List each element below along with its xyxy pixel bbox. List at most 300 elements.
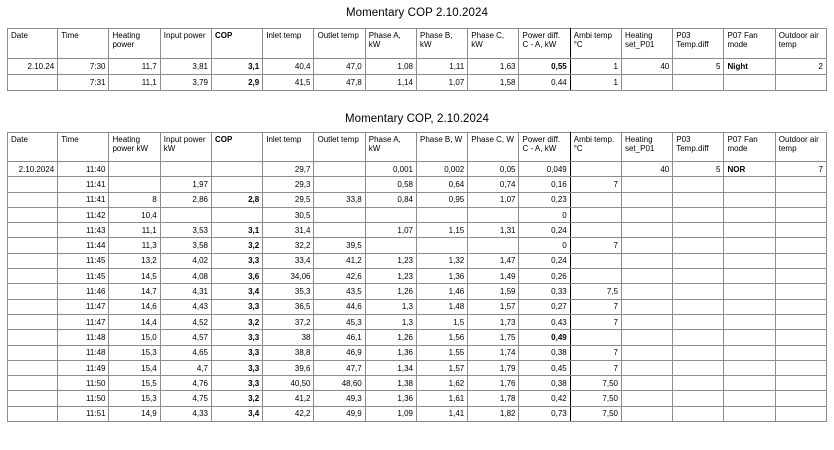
cell-ambi-temp: 1 xyxy=(570,59,621,75)
cell-outlet-temp: 46,1 xyxy=(314,330,365,345)
cell-heating-power: 11,3 xyxy=(109,238,160,253)
cell-phase-c: 1,59 xyxy=(468,284,519,299)
table2-title: Momentary COP, 2.10.2024 xyxy=(344,113,490,125)
table-row xyxy=(8,253,827,268)
cell-temp-diff: 5 xyxy=(673,162,724,177)
header-phase-a: Phase A, kW xyxy=(365,29,416,59)
cell-inlet-temp: 33,4 xyxy=(263,253,314,268)
cell-phase-c: 1,58 xyxy=(468,75,519,91)
cell-time: 11:41 xyxy=(58,192,109,207)
cell-heating-set xyxy=(621,253,672,268)
cell-power-diff: 0,42 xyxy=(519,391,570,406)
header-power-diff: Power diff. C - A, kW xyxy=(519,133,570,162)
cell-outlet-temp: 46,9 xyxy=(314,345,365,360)
cell-heating-power: 15,0 xyxy=(109,330,160,345)
table-row xyxy=(8,345,827,360)
cell-time: 11:40 xyxy=(58,162,109,177)
cell-cop: 3,3 xyxy=(211,253,262,268)
cell-temp-diff xyxy=(673,284,724,299)
cell-phase-b: 0,64 xyxy=(416,177,467,192)
cell-ambi-temp: 7 xyxy=(570,314,621,329)
table-row xyxy=(8,376,827,391)
cell-time: 11:41 xyxy=(58,177,109,192)
cell-heating-power: 8 xyxy=(109,192,160,207)
cell-phase-c: 1,73 xyxy=(468,314,519,329)
header-cop: COP xyxy=(211,133,262,162)
cell-time: 11:45 xyxy=(58,253,109,268)
header-time: Time xyxy=(58,29,109,59)
cell-cop xyxy=(211,177,262,192)
cell-outdoor-air-temp xyxy=(775,269,826,284)
cell-temp-diff xyxy=(673,207,724,222)
cell-heating-power: 14,6 xyxy=(109,299,160,314)
cell-date xyxy=(8,238,58,253)
table-row xyxy=(8,406,827,421)
cell-outdoor-air-temp xyxy=(775,177,826,192)
cell-outdoor-air-temp xyxy=(775,360,826,375)
cell-input-power: 4,31 xyxy=(160,284,211,299)
cell-outlet-temp: 43,5 xyxy=(314,284,365,299)
cell-input-power xyxy=(160,162,211,177)
header-heating-power: Heating power xyxy=(109,29,160,59)
cell-phase-a: 1,09 xyxy=(365,406,416,421)
header-inlet-temp: Inlet temp xyxy=(263,133,314,162)
cell-heating-set xyxy=(621,284,672,299)
cell-temp-diff xyxy=(673,299,724,314)
header-heating-set: Heating set_P01 xyxy=(621,29,672,59)
cell-ambi-temp xyxy=(570,207,621,222)
header-row xyxy=(8,29,827,59)
cell-phase-c: 1,63 xyxy=(468,59,519,75)
cell-inlet-temp: 38,8 xyxy=(263,345,314,360)
cell-phase-b xyxy=(416,207,467,222)
cell-cop: 3,2 xyxy=(211,314,262,329)
cell-date: 2.10.2024 xyxy=(8,162,58,177)
cell-outdoor-air-temp xyxy=(775,376,826,391)
cell-inlet-temp: 37,2 xyxy=(263,314,314,329)
cell-heating-set xyxy=(621,223,672,238)
cell-input-power: 4,52 xyxy=(160,314,211,329)
cell-cop: 3,2 xyxy=(211,391,262,406)
cell-outdoor-air-temp xyxy=(775,253,826,268)
cell-ambi-temp: 7,50 xyxy=(570,376,621,391)
cell-phase-b: 1,41 xyxy=(416,406,467,421)
header-input-power: Input power kW xyxy=(160,133,211,162)
cell-phase-c: 0,05 xyxy=(468,162,519,177)
cell-heating-set: 40 xyxy=(621,59,672,75)
header-input-power: Input power xyxy=(160,29,211,59)
cell-outdoor-air-temp xyxy=(775,299,826,314)
cell-power-diff: 0,45 xyxy=(519,360,570,375)
cell-inlet-temp: 36,5 xyxy=(263,299,314,314)
table-row xyxy=(8,192,827,207)
cell-heating-power xyxy=(109,162,160,177)
header-fan-mode: P07 Fan mode xyxy=(724,133,775,162)
cell-heating-power: 11,1 xyxy=(109,75,160,91)
cell-phase-a: 0,84 xyxy=(365,192,416,207)
cell-phase-b: 1,46 xyxy=(416,284,467,299)
cell-ambi-temp: 7 xyxy=(570,238,621,253)
cell-heating-power: 15,5 xyxy=(109,376,160,391)
cell-fan-mode xyxy=(724,299,775,314)
cell-outlet-temp: 39,5 xyxy=(314,238,365,253)
cell-phase-a: 1,3 xyxy=(365,314,416,329)
header-phase-c: Phase C, kW xyxy=(468,29,519,59)
cell-date xyxy=(8,192,58,207)
cell-phase-c: 1,79 xyxy=(468,360,519,375)
header-phase-a: Phase A, kW xyxy=(365,133,416,162)
cell-ambi-temp: 7 xyxy=(570,345,621,360)
cell-phase-a: 1,26 xyxy=(365,284,416,299)
cell-heating-power: 15,4 xyxy=(109,360,160,375)
cell-temp-diff xyxy=(673,314,724,329)
cell-power-diff: 0,49 xyxy=(519,330,570,345)
header-row xyxy=(8,133,827,162)
cell-temp-diff xyxy=(673,391,724,406)
cell-ambi-temp xyxy=(570,253,621,268)
header-fan-mode: P07 Fan mode xyxy=(724,29,775,59)
cell-time: 11:50 xyxy=(58,376,109,391)
cell-heating-power: 15,3 xyxy=(109,345,160,360)
header-outdoor-air-temp: Outdoor air temp xyxy=(775,133,826,162)
cell-cop: 3,1 xyxy=(211,59,262,75)
cell-temp-diff xyxy=(673,330,724,345)
cell-phase-a: 1,38 xyxy=(365,376,416,391)
cell-outlet-temp: 47,0 xyxy=(314,59,365,75)
cell-ambi-temp xyxy=(570,223,621,238)
cell-outdoor-air-temp xyxy=(775,192,826,207)
cell-input-power: 4,65 xyxy=(160,345,211,360)
cell-heating-power: 11,1 xyxy=(109,223,160,238)
cell-fan-mode xyxy=(724,269,775,284)
cell-phase-c: 1,49 xyxy=(468,269,519,284)
cell-outlet-temp xyxy=(314,207,365,222)
cell-input-power xyxy=(160,207,211,222)
table-row xyxy=(8,75,827,91)
cell-outlet-temp: 47,7 xyxy=(314,360,365,375)
header-inlet-temp: Inlet temp xyxy=(263,29,314,59)
cell-cop: 3,3 xyxy=(211,330,262,345)
cell-phase-a: 1,3 xyxy=(365,299,416,314)
cell-fan-mode xyxy=(724,75,775,91)
cell-inlet-temp: 38 xyxy=(263,330,314,345)
table-row xyxy=(8,59,827,75)
header-ambi-temp: Ambi temp °C xyxy=(570,29,621,59)
cell-time: 11:45 xyxy=(58,269,109,284)
cell-phase-c: 1,31 xyxy=(468,223,519,238)
cell-outdoor-air-temp xyxy=(775,406,826,421)
cell-phase-a: 0,58 xyxy=(365,177,416,192)
cell-phase-c xyxy=(468,207,519,222)
cell-heating-power: 14,4 xyxy=(109,314,160,329)
cell-power-diff: 0,44 xyxy=(519,75,570,91)
cell-phase-c: 1,57 xyxy=(468,299,519,314)
cell-fan-mode xyxy=(724,330,775,345)
cell-temp-diff xyxy=(673,75,724,91)
cell-fan-mode xyxy=(724,177,775,192)
cell-outdoor-air-temp xyxy=(775,284,826,299)
cell-phase-a: 1,26 xyxy=(365,330,416,345)
cell-phase-b: 1,56 xyxy=(416,330,467,345)
cell-phase-b: 1,15 xyxy=(416,223,467,238)
cell-input-power: 3,58 xyxy=(160,238,211,253)
cell-outdoor-air-temp xyxy=(775,391,826,406)
cell-phase-b: 1,48 xyxy=(416,299,467,314)
cell-power-diff: 0,24 xyxy=(519,223,570,238)
cell-outdoor-air-temp xyxy=(775,75,826,91)
cell-ambi-temp: 7 xyxy=(570,360,621,375)
table-row xyxy=(8,360,827,375)
cell-input-power: 4,33 xyxy=(160,406,211,421)
cell-heating-set xyxy=(621,192,672,207)
cell-date xyxy=(8,376,58,391)
cell-outdoor-air-temp: 2 xyxy=(775,59,826,75)
cell-cop: 3,3 xyxy=(211,376,262,391)
header-heating-set: Heating set_P01 xyxy=(621,133,672,162)
cell-heating-power: 14,9 xyxy=(109,406,160,421)
cell-fan-mode xyxy=(724,406,775,421)
cell-input-power: 1,97 xyxy=(160,177,211,192)
cell-phase-c xyxy=(468,238,519,253)
cell-input-power: 4,02 xyxy=(160,253,211,268)
cell-date xyxy=(8,299,58,314)
cop-table-1 xyxy=(7,28,827,91)
cell-temp-diff xyxy=(673,360,724,375)
cell-heating-set xyxy=(621,207,672,222)
cell-fan-mode xyxy=(724,238,775,253)
cell-fan-mode: NOR xyxy=(724,162,775,177)
cell-inlet-temp: 29,7 xyxy=(263,162,314,177)
cell-heating-set xyxy=(621,360,672,375)
cell-phase-a: 1,08 xyxy=(365,59,416,75)
cell-outdoor-air-temp: 7 xyxy=(775,162,826,177)
cell-input-power: 4,76 xyxy=(160,376,211,391)
cell-time: 11:49 xyxy=(58,360,109,375)
header-date: Date xyxy=(8,133,58,162)
header-phase-c: Phase C, W xyxy=(468,133,519,162)
cell-power-diff: 0,27 xyxy=(519,299,570,314)
cell-phase-c: 1,82 xyxy=(468,406,519,421)
cell-power-diff: 0,049 xyxy=(519,162,570,177)
cell-outlet-temp xyxy=(314,223,365,238)
cell-power-diff: 0,26 xyxy=(519,269,570,284)
cell-temp-diff xyxy=(673,253,724,268)
cell-phase-c: 1,74 xyxy=(468,345,519,360)
cell-temp-diff xyxy=(673,345,724,360)
cell-time: 11:48 xyxy=(58,345,109,360)
cell-inlet-temp: 29,5 xyxy=(263,192,314,207)
cell-date xyxy=(8,345,58,360)
cell-power-diff: 0,55 xyxy=(519,59,570,75)
cell-phase-a: 1,36 xyxy=(365,391,416,406)
cell-outlet-temp: 48,60 xyxy=(314,376,365,391)
cell-power-diff: 0,16 xyxy=(519,177,570,192)
cell-outlet-temp: 42,6 xyxy=(314,269,365,284)
cell-outlet-temp: 44,6 xyxy=(314,299,365,314)
cell-ambi-temp xyxy=(570,162,621,177)
header-phase-b: Phase B, W xyxy=(416,133,467,162)
cell-input-power: 3,81 xyxy=(160,59,211,75)
cell-ambi-temp xyxy=(570,269,621,284)
cell-input-power: 4,43 xyxy=(160,299,211,314)
cell-phase-a: 1,23 xyxy=(365,253,416,268)
cop-table-2 xyxy=(7,132,827,422)
header-outlet-temp: Outlet temp xyxy=(314,133,365,162)
cell-heating-power: 10,4 xyxy=(109,207,160,222)
table-row xyxy=(8,330,827,345)
cell-input-power: 3,79 xyxy=(160,75,211,91)
cell-fan-mode xyxy=(724,391,775,406)
cell-inlet-temp: 42,2 xyxy=(263,406,314,421)
cell-date: 2.10.24 xyxy=(8,59,58,75)
cell-outlet-temp: 33,8 xyxy=(314,192,365,207)
table-row xyxy=(8,391,827,406)
cell-inlet-temp: 29,3 xyxy=(263,177,314,192)
cell-ambi-temp: 7,50 xyxy=(570,391,621,406)
cell-cop: 2,8 xyxy=(211,192,262,207)
table-row xyxy=(8,223,827,238)
cell-heating-power: 15,3 xyxy=(109,391,160,406)
cell-outdoor-air-temp xyxy=(775,314,826,329)
header-outdoor-air-temp: Outdoor air temp xyxy=(775,29,826,59)
cell-inlet-temp: 39,6 xyxy=(263,360,314,375)
cell-heating-set xyxy=(621,314,672,329)
cell-date xyxy=(8,284,58,299)
cell-time: 11:51 xyxy=(58,406,109,421)
cell-fan-mode xyxy=(724,345,775,360)
cell-phase-b: 1,57 xyxy=(416,360,467,375)
cell-time: 11:48 xyxy=(58,330,109,345)
cell-temp-diff xyxy=(673,223,724,238)
cell-heating-power: 14,5 xyxy=(109,269,160,284)
cell-date xyxy=(8,269,58,284)
cell-ambi-temp: 7 xyxy=(570,299,621,314)
header-time: Time xyxy=(58,133,109,162)
cell-phase-c: 1,78 xyxy=(468,391,519,406)
cell-heating-set xyxy=(621,376,672,391)
cell-phase-c: 1,76 xyxy=(468,376,519,391)
cell-inlet-temp: 40,4 xyxy=(263,59,314,75)
cell-date xyxy=(8,406,58,421)
cell-power-diff: 0,73 xyxy=(519,406,570,421)
cell-outlet-temp: 47,8 xyxy=(314,75,365,91)
table-row xyxy=(8,269,827,284)
cell-temp-diff xyxy=(673,177,724,192)
cell-phase-b xyxy=(416,238,467,253)
table-row xyxy=(8,238,827,253)
cell-fan-mode xyxy=(724,253,775,268)
cell-ambi-temp: 1 xyxy=(570,75,621,91)
cell-ambi-temp xyxy=(570,330,621,345)
cell-time: 7:30 xyxy=(58,59,109,75)
cell-inlet-temp: 40,50 xyxy=(263,376,314,391)
table-row xyxy=(8,177,827,192)
header-cop: COP xyxy=(211,29,262,59)
cell-time: 11:44 xyxy=(58,238,109,253)
table-row xyxy=(8,314,827,329)
cell-fan-mode xyxy=(724,376,775,391)
header-outlet-temp: Outlet temp xyxy=(314,29,365,59)
cell-fan-mode: Night xyxy=(724,59,775,75)
cell-power-diff: 0,33 xyxy=(519,284,570,299)
cell-inlet-temp: 30,5 xyxy=(263,207,314,222)
cell-phase-b: 0,95 xyxy=(416,192,467,207)
cell-fan-mode xyxy=(724,207,775,222)
cell-phase-a: 1,07 xyxy=(365,223,416,238)
cell-heating-power: 14,7 xyxy=(109,284,160,299)
cell-time: 11:43 xyxy=(58,223,109,238)
cell-ambi-temp: 7 xyxy=(570,177,621,192)
cell-phase-c: 0,74 xyxy=(468,177,519,192)
cell-outlet-temp: 45,3 xyxy=(314,314,365,329)
table-row xyxy=(8,299,827,314)
cell-heating-set xyxy=(621,299,672,314)
header-power-diff: Power diff. C - A, kW xyxy=(519,29,570,59)
header-heating-power: Heating power kW xyxy=(109,133,160,162)
cell-phase-c: 1,07 xyxy=(468,192,519,207)
cell-date xyxy=(8,253,58,268)
cell-cop: 2,9 xyxy=(211,75,262,91)
cell-phase-b: 1,62 xyxy=(416,376,467,391)
cell-power-diff: 0,24 xyxy=(519,253,570,268)
cell-cop: 3,4 xyxy=(211,284,262,299)
cell-inlet-temp: 34,06 xyxy=(263,269,314,284)
cell-inlet-temp: 32,2 xyxy=(263,238,314,253)
cell-fan-mode xyxy=(724,223,775,238)
cell-power-diff: 0,43 xyxy=(519,314,570,329)
cell-input-power: 4,75 xyxy=(160,391,211,406)
cell-phase-a: 1,34 xyxy=(365,360,416,375)
cell-input-power: 4,57 xyxy=(160,330,211,345)
cell-phase-b: 1,5 xyxy=(416,314,467,329)
cell-outdoor-air-temp xyxy=(775,207,826,222)
table-row xyxy=(8,284,827,299)
cell-phase-b: 1,32 xyxy=(416,253,467,268)
cell-heating-set xyxy=(621,406,672,421)
cell-phase-c: 1,47 xyxy=(468,253,519,268)
cell-outlet-temp xyxy=(314,177,365,192)
cell-time: 7:31 xyxy=(58,75,109,91)
cell-cop xyxy=(211,207,262,222)
header-temp-diff: P03 Temp.diff xyxy=(673,29,724,59)
cell-phase-b: 1,11 xyxy=(416,59,467,75)
cell-fan-mode xyxy=(724,360,775,375)
cell-heating-set xyxy=(621,75,672,91)
cell-time: 11:47 xyxy=(58,299,109,314)
cell-outlet-temp: 49,9 xyxy=(314,406,365,421)
cell-time: 11:47 xyxy=(58,314,109,329)
table-row xyxy=(8,162,827,177)
cell-temp-diff xyxy=(673,192,724,207)
cell-heating-set xyxy=(621,330,672,345)
table-row xyxy=(8,207,827,222)
cell-cop: 3,3 xyxy=(211,360,262,375)
cell-outdoor-air-temp xyxy=(775,330,826,345)
cell-heating-set xyxy=(621,345,672,360)
cell-power-diff: 0,38 xyxy=(519,345,570,360)
cell-outlet-temp: 41,2 xyxy=(314,253,365,268)
cell-inlet-temp: 41,2 xyxy=(263,391,314,406)
cell-heating-set: 40 xyxy=(621,162,672,177)
cell-cop: 3,4 xyxy=(211,406,262,421)
cell-phase-a xyxy=(365,238,416,253)
cell-time: 11:50 xyxy=(58,391,109,406)
cell-phase-a: 1,36 xyxy=(365,345,416,360)
cell-heating-power: 11,7 xyxy=(109,59,160,75)
cell-heating-power: 13,2 xyxy=(109,253,160,268)
cell-heating-set xyxy=(621,269,672,284)
cell-heating-set xyxy=(621,177,672,192)
